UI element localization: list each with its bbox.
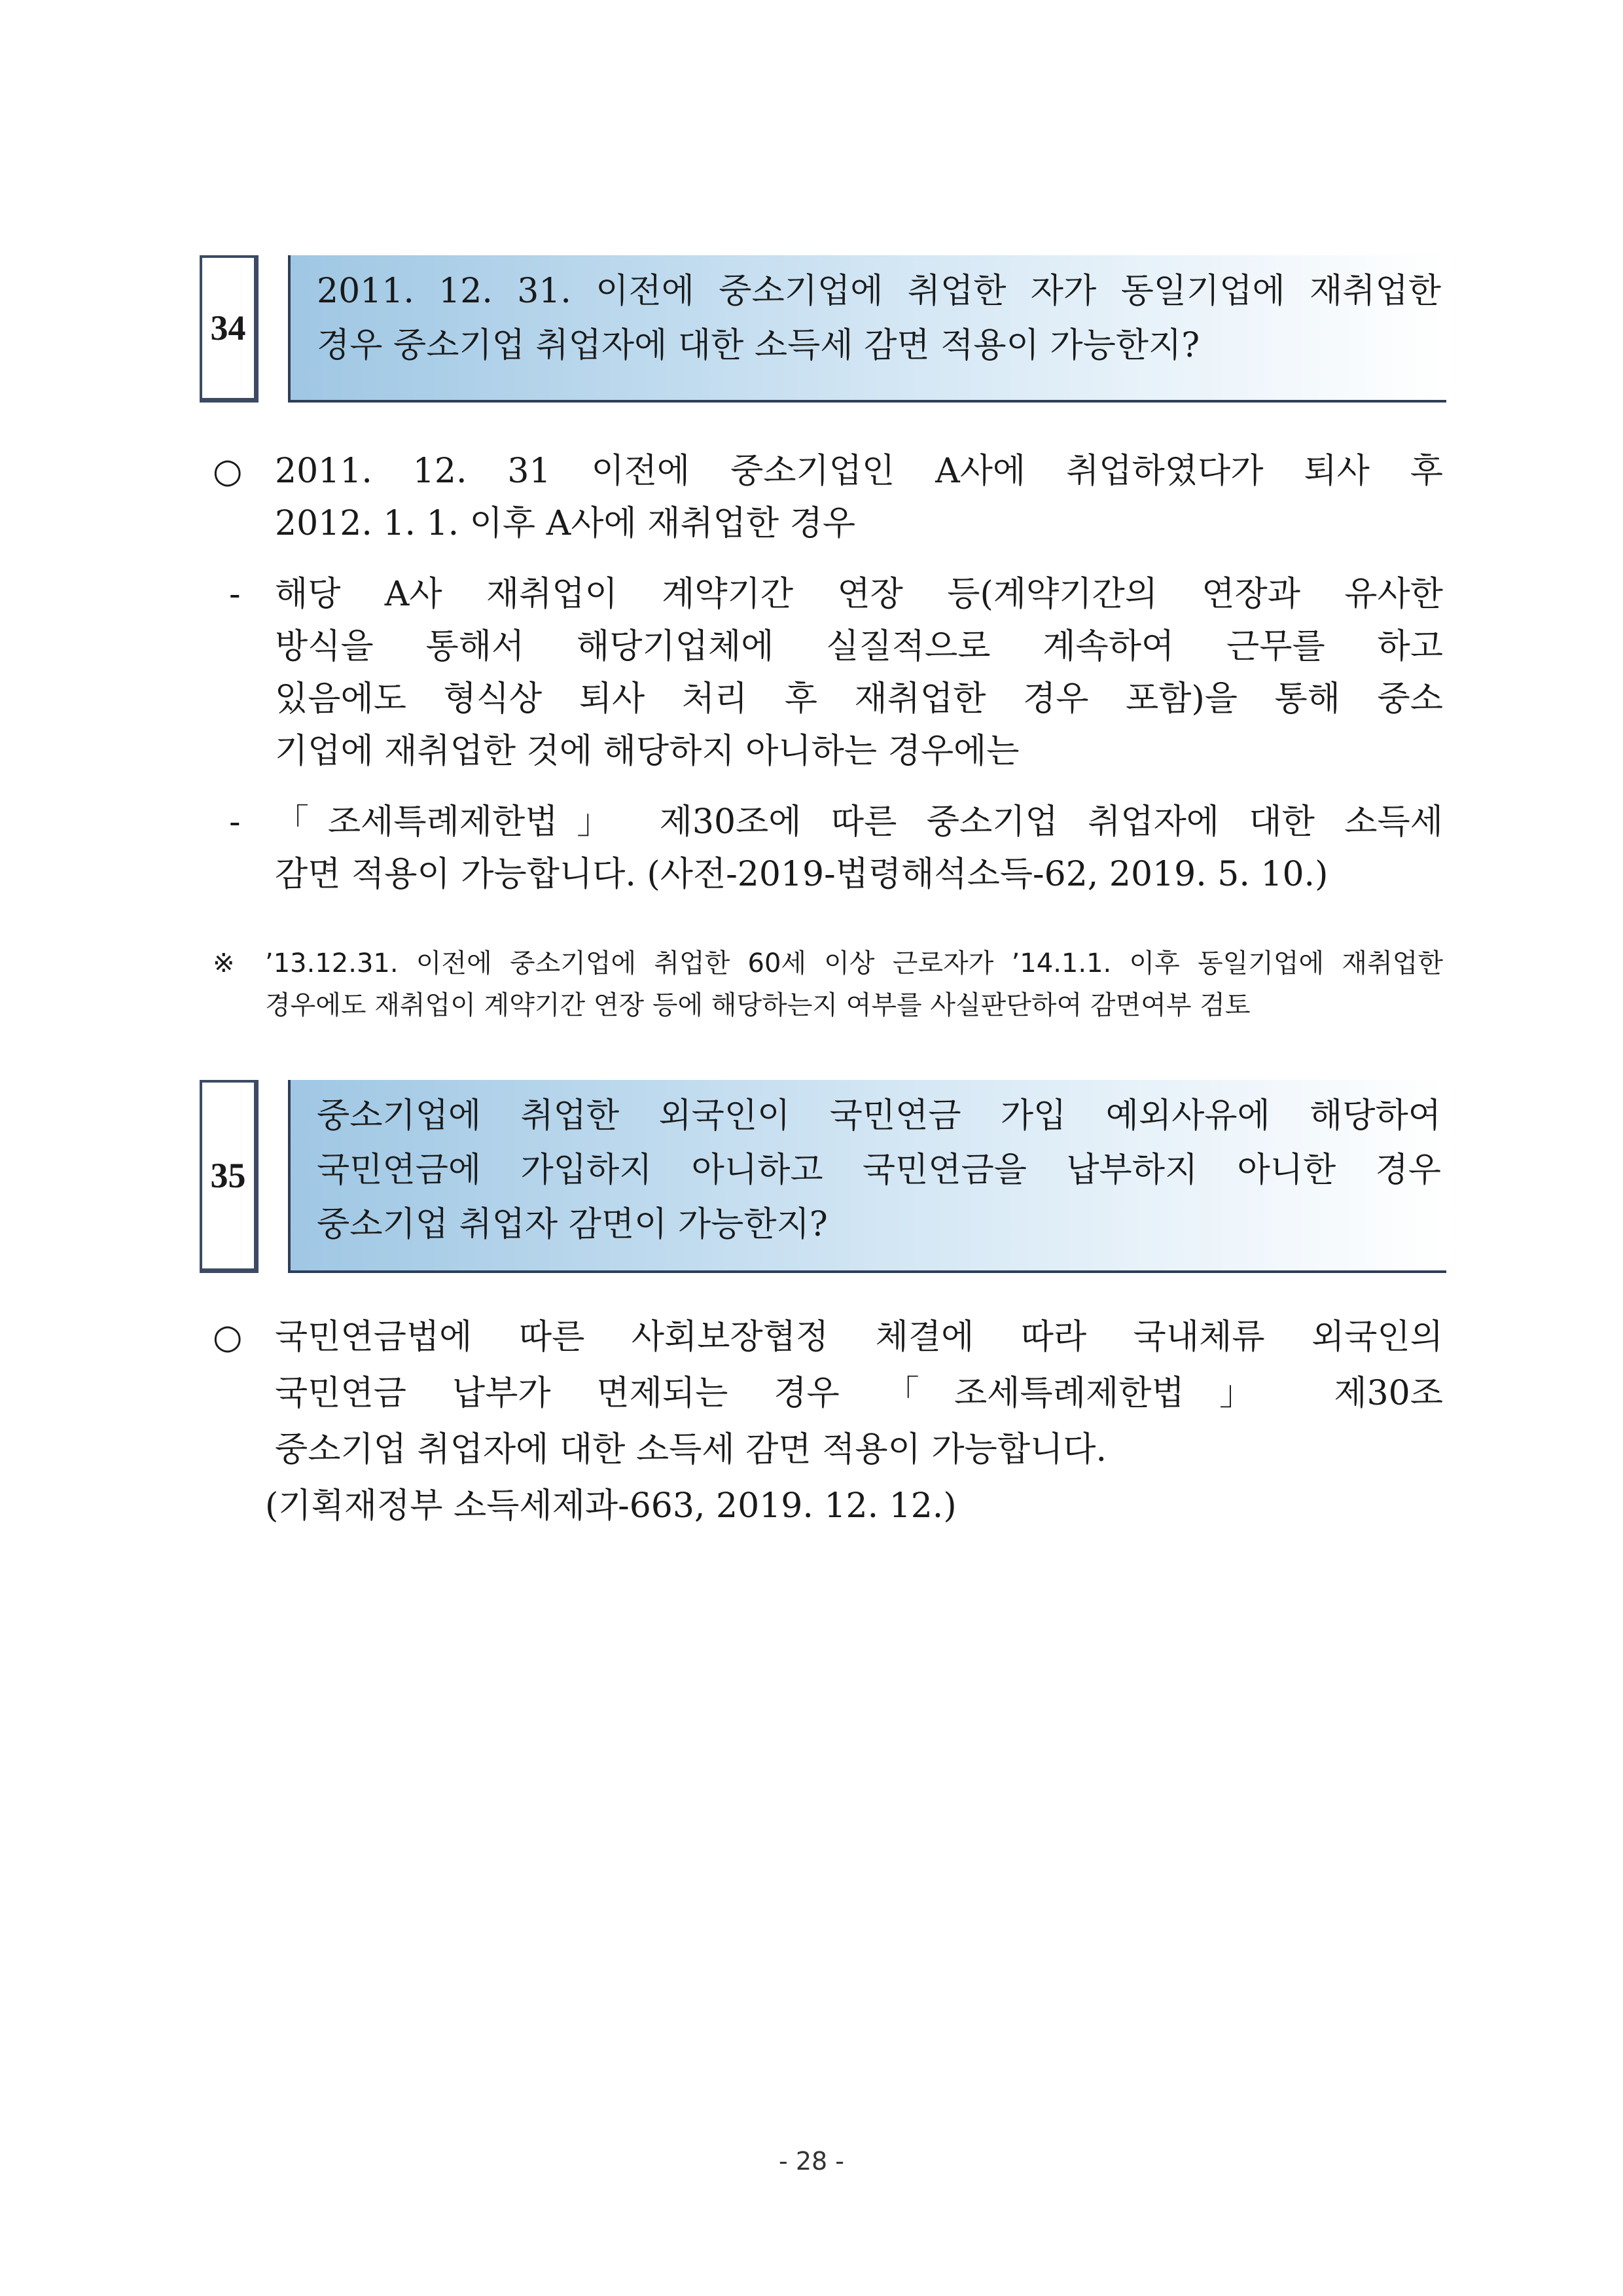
answer-line: 해당 A사 재취업이 계약기간 연장 등(계약기간의 연장과 유사한 bbox=[275, 575, 1443, 614]
question-line: 2011. 12. 31. 이전에 중소기업에 취업한 자가 동일기업에 재취업한 bbox=[317, 272, 1441, 311]
answer-line: 국민연금법에 따른 사회보장협정 체결에 따라 국내체류 외국인의 bbox=[275, 1318, 1443, 1357]
reference-mark: ※ bbox=[213, 948, 235, 978]
answer-line: 기업에 재취업한 것에 해당하지 아니하는 경우에는 bbox=[275, 732, 1020, 771]
question-line: 국민연금에 가입하지 아니하고 국민연금을 납부하지 아니한 경우 bbox=[317, 1151, 1441, 1190]
answer-35 bbox=[213, 1309, 1443, 1534]
circle-bullet: ○ bbox=[213, 452, 243, 491]
dash-bullet: - bbox=[229, 802, 241, 842]
note-line: ’13.12.31. 이전에 중소기업에 취업한 60세 이상 근로자가 ’14.1.1. 이후 동일기업에 재취업한 bbox=[265, 948, 1443, 978]
answer-line: 방식을 통해서 해당기업체에 실질적으로 계속하여 근무를 하고 bbox=[275, 627, 1443, 666]
question-line: 경우 중소기업 취업자에 대한 소득세 감면 적용이 가능한지? bbox=[317, 326, 1200, 365]
question-number: 35 bbox=[210, 1156, 246, 1195]
question-number: 34 bbox=[210, 308, 246, 348]
note-line: 경우에도 재취업이 계약기간 연장 등에 해당하는지 여부를 사실판단하여 감면여부 검토 bbox=[265, 990, 1251, 1020]
dash-bullet: - bbox=[229, 575, 241, 614]
question-line: 중소기업에 취업한 외국인이 국민연금 가입 예외사유에 해당하여 bbox=[317, 1096, 1441, 1136]
circle-bullet: ○ bbox=[213, 1318, 243, 1357]
answer-line: 있음에도 형식상 퇴사 처리 후 재취업한 경우 포함)을 통해 중소 bbox=[275, 679, 1443, 719]
answer-line: 중소기업 취업자에 대한 소득세 감면 적용이 가능합니다. bbox=[275, 1430, 1107, 1469]
answer-line: 국민연금 납부가 면제되는 경우 「조세특례제한법」 제30조 bbox=[275, 1374, 1443, 1413]
question-line: 중소기업 취업자 감면이 가능한지? bbox=[317, 1205, 828, 1244]
answer-34 bbox=[213, 445, 1443, 901]
question-35 bbox=[200, 1080, 1446, 1273]
answer-line: 2012. 1. 1. 이후 A사에 재취업한 경우 bbox=[275, 504, 856, 543]
page-number: - 28 - bbox=[779, 2147, 844, 2176]
question-text-box bbox=[288, 1080, 1446, 1273]
note-34 bbox=[213, 942, 1443, 1026]
question-34 bbox=[200, 255, 1446, 403]
question-text-box bbox=[288, 255, 1446, 403]
answer-line: 2011. 12. 31 이전에 중소기업인 A사에 취업하였다가 퇴사 후 bbox=[275, 452, 1443, 491]
question-number-box bbox=[200, 255, 259, 403]
question-number-box bbox=[200, 1080, 259, 1273]
answer-line: 감면 적용이 가능합니다. (사전-2019-법령해석소득-62, 2019. 5. 10.) bbox=[275, 855, 1329, 894]
answer-line: (기획재정부 소득세제과-663, 2019. 12. 12.) bbox=[265, 1486, 957, 1526]
answer-line: 「조세특례제한법」 제30조에 따른 중소기업 취업자에 대한 소득세 bbox=[275, 802, 1443, 842]
